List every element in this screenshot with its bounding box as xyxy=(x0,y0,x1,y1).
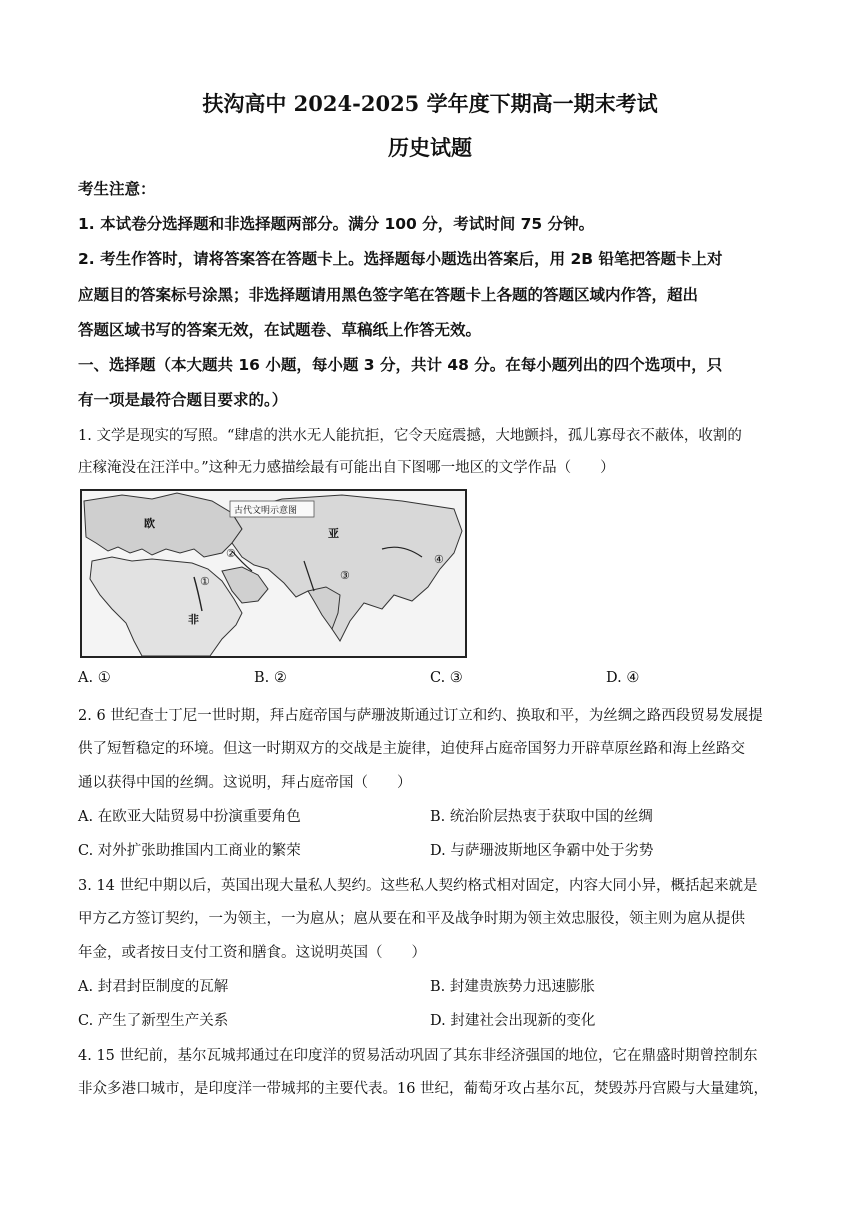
map-label-europe: 欧 xyxy=(144,517,155,530)
map-marker-3: ③ xyxy=(340,569,350,582)
notice-heading: 考生注意： xyxy=(78,180,156,198)
question-3-option-d: D. 封建社会出现新的变化 xyxy=(430,1013,596,1029)
question-2-option-c: C. 对外扩张助推国内工商业的繁荣 xyxy=(78,843,301,859)
question-1-option-d: D. ④ xyxy=(606,670,640,686)
question-2-option-b: B. 统治阶层热衷于获取中国的丝绸 xyxy=(430,809,653,825)
map-title: 古代文明示意图 xyxy=(234,506,298,516)
question-2-option-a: A. 在欧亚大陆贸易中扮演重要角色 xyxy=(78,809,301,825)
question-3-line-3: 年金，或者按日支付工资和膳食。这说明英国（ ） xyxy=(78,945,426,961)
notice-item-2-line-2: 应题目的答案标号涂黑；非选择题请用黑色签字笔在答题卡上各题的答题区域内作答，超出 xyxy=(78,286,699,304)
map-marker-2: ② xyxy=(226,547,236,560)
notice-item-2-line-3: 答题区域书写的答案无效，在试题卷、草稿纸上作答无效。 xyxy=(78,321,482,339)
question-3-option-a: A. 封君封臣制度的瓦解 xyxy=(78,979,229,995)
question-3-option-c: C. 产生了新型生产关系 xyxy=(78,1013,229,1029)
map-marker-1: ① xyxy=(200,575,210,588)
question-2-option-d: D. 与萨珊波斯地区争霸中处于劣势 xyxy=(430,843,654,859)
notice-item-2-line-1: 2. 考生作答时，请将答案答在答题卡上。选择题每小题选出答案后，用 2B 铅笔把答题卡上对 xyxy=(78,250,723,268)
question-1-option-b: B. ② xyxy=(254,670,287,686)
question-1-line-1: 1. 文学是现实的写照。“肆虐的洪水无人能抗拒，它令天庭震撼，大地颤抖，孤儿寡母衣不蔽体，收割的 xyxy=(78,428,742,444)
ancient-civilization-map xyxy=(80,489,467,658)
question-1-line-2: 庄稼淹没在汪洋中。”这种无力感描绘最有可能出自下图哪一地区的文学作品（ ） xyxy=(78,460,615,476)
question-4-line-2: 非众多港口城市，是印度洋一带城邦的主要代表。16 世纪，葡萄牙攻占基尔瓦，焚毁苏丹宫殿与大量建筑， xyxy=(78,1081,769,1097)
exam-subtitle: 历史试题 xyxy=(388,135,472,160)
map-label-africa: 非 xyxy=(188,613,199,626)
question-2-line-1: 2. 6 世纪查士丁尼一世时期，拜占庭帝国与萨珊波斯通过订立和约、换取和平，为丝绸之路西段贸易发展提 xyxy=(78,708,763,724)
map-marker-4: ④ xyxy=(434,553,444,566)
section-1-heading-line-2: 有一项是最符合题目要求的。） xyxy=(78,391,288,409)
map-label-asia: 亚 xyxy=(328,527,339,540)
section-1-heading-line-1: 一、选择题（本大题共 16 小题，每小题 3 分，共计 48 分。在每小题列出的四个选项中，只 xyxy=(78,356,723,374)
question-1-option-c: C. ③ xyxy=(430,670,463,686)
exam-title: 扶沟高中 2024-2025 学年度下期高一期末考试 xyxy=(202,91,658,116)
question-1-option-a: A. ① xyxy=(78,670,111,686)
question-2-line-3: 通以获得中国的丝绸。这说明，拜占庭帝国（ ） xyxy=(78,775,412,791)
question-3-line-1: 3. 14 世纪中期以后，英国出现大量私人契约。这些私人契约格式相对固定，内容大同小异，概括起来就是 xyxy=(78,878,758,894)
question-2-line-2: 供了短暂稳定的环境。但这一时期双方的交战是主旋律，迫使拜占庭帝国努力开辟草原丝路和海上丝路交 xyxy=(78,741,745,757)
question-4-line-1: 4. 15 世纪前，基尔瓦城邦通过在印度洋的贸易活动巩固了其东非经济强国的地位，它在鼎盛时期曾控制东 xyxy=(78,1048,758,1064)
question-3-option-b: B. 封建贵族势力迅速膨胀 xyxy=(430,979,595,995)
notice-item-1: 1. 本试卷分选择题和非选择题两部分。满分 100 分，考试时间 75 分钟。 xyxy=(78,215,595,233)
question-3-line-2: 甲方乙方签订契约，一为领主，一为扈从；扈从要在和平及战争时期为领主效忠服役，领主则为扈从提供 xyxy=(78,911,745,927)
